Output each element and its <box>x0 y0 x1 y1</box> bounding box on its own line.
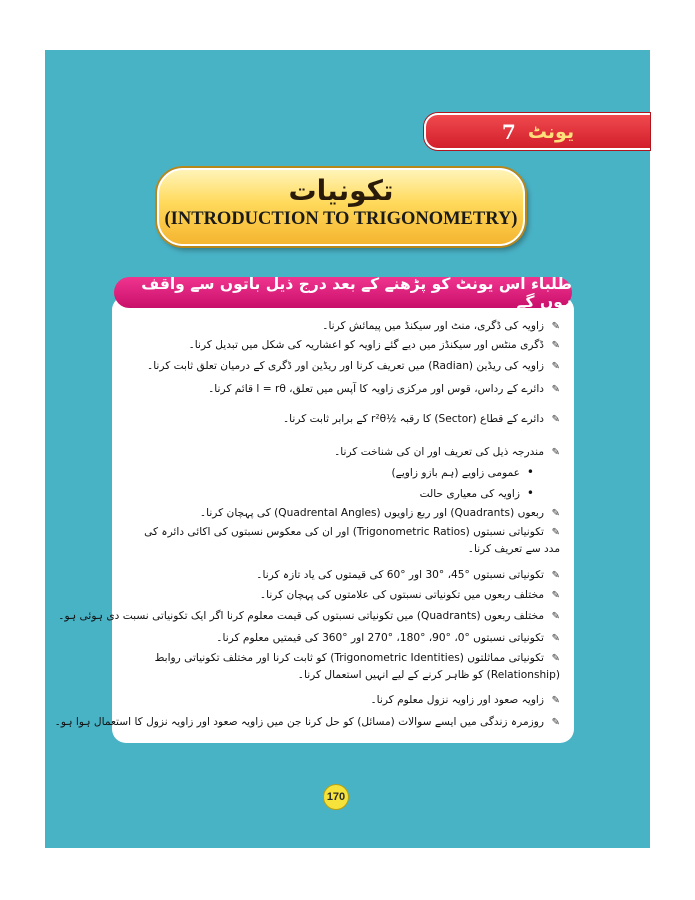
sub-list-item <box>152 464 534 481</box>
page-title-urdu: تکونیات <box>288 174 394 207</box>
pen-bullet-icon: ✎ <box>551 321 560 332</box>
list-item <box>126 358 560 375</box>
unit-tab <box>424 113 650 150</box>
page-title-english: (INTRODUCTION TO TRIGONOMETRY) <box>164 209 518 229</box>
list-item-text: ربعوں (Quadrants) اور ربع زاویوں (Quadrental Angles) کی پہچان کرنا۔ <box>199 507 544 519</box>
pen-bullet-icon: ✎ <box>551 653 560 664</box>
pen-bullet-icon: ✎ <box>551 611 560 622</box>
objectives-header: طلباء اس یونٹ کو پڑھنے کے بعد درج ذیل باتوں سے واقف ہوں گے <box>114 277 572 308</box>
pen-bullet-icon: ✎ <box>551 340 560 351</box>
list-item-text: زاویہ کی ریڈین (Radian) میں تعریف کرنا اور ریڈین اور ڈگری کے درمیان تعلق ثابت کرنا۔ <box>147 360 544 372</box>
list-item <box>126 587 560 604</box>
list-item <box>126 411 560 428</box>
list-item-text: دائرے کے قطاع (Sector) کا رقبہ ½r²θ کے برابر ثابت کرنا۔ <box>282 413 544 425</box>
list-item-text: ڈگری منٹس اور سیکنڈز میں دیے گئے زاویہ کو اعشاریہ کی شکل میں تبدیل کرنا۔ <box>188 339 544 351</box>
list-item <box>126 524 560 557</box>
list-item-text: روزمرہ زندگی میں ایسے سوالات (مسائل) کو حل کرنا جن میں زاویہ صعود اور زاویہ نزول کا استعمال ہوا ہو۔ <box>54 716 544 728</box>
pen-bullet-icon: ✎ <box>551 414 560 425</box>
list-item <box>126 318 560 335</box>
page-number: 170 <box>323 784 349 810</box>
list-item-text: دائرے کے رداس، قوس اور مرکزی زاویہ کا آپس میں تعلق، l = rθ قائم کرنا۔ <box>208 383 544 395</box>
dot-bullet-icon: • <box>526 465 534 479</box>
sub-list-item-text: زاویہ کی معیاری حالت <box>419 488 520 500</box>
list-item <box>58 608 560 625</box>
list-item <box>126 692 560 709</box>
list-item-text: زاویہ کی ڈگری، منٹ اور سیکنڈ میں پیمائش کرنا۔ <box>322 320 544 332</box>
pen-bullet-icon: ✎ <box>551 384 560 395</box>
list-item-text: مندرجہ ذیل کی تعریف اور ان کی شناخت کرنا۔ <box>334 446 544 458</box>
pen-bullet-icon: ✎ <box>551 527 560 538</box>
pen-bullet-icon: ✎ <box>551 717 560 728</box>
list-item <box>126 650 560 683</box>
list-item <box>126 505 560 522</box>
unit-label: یونٹ <box>527 120 575 143</box>
sub-list-item-text: عمومی زاویے (ہم بازو زاویے) <box>391 467 520 479</box>
pen-bullet-icon: ✎ <box>551 695 560 706</box>
list-item <box>126 444 560 461</box>
pen-bullet-icon: ✎ <box>551 590 560 601</box>
dot-bullet-icon: • <box>526 486 534 500</box>
sub-list-item <box>152 485 534 502</box>
list-item-text: زاویہ صعود اور زاویہ نزول معلوم کرنا۔ <box>370 694 544 706</box>
list-item-text: تکونیاتی مماثلتوں (Trigonometric Identities) کو ثابت کرنا اور مختلف تکونیاتی روابط (Relationship) کو ظاہر کرنے کے لیے انہیں استعمال کرنا۔ <box>154 652 560 681</box>
list-item-text: تکونیاتی نسبتوں °0، °90، °180، °270 اور °360 کی قیمتیں معلوم کرنا۔ <box>216 632 544 644</box>
unit-number: 7 <box>501 119 516 144</box>
list-item-text: تکونیاتی نسبتوں (Trigonometric Ratios) اور ان کی معکوس نسبتوں کی اکائی دائرہ کی مدد سے تعریف کرنا۔ <box>144 526 560 555</box>
title-banner <box>157 168 525 246</box>
list-item <box>126 337 560 354</box>
list-item <box>126 567 560 584</box>
list-item-text: مختلف ربعوں میں تکونیاتی نسبتوں کی علامتوں کی پہچان کرنا۔ <box>259 589 544 601</box>
objectives-list <box>54 296 574 743</box>
list-item-text: مختلف ربعوں (Quadrants) میں تکونیاتی نسبتوں کی قیمت معلوم کرنا اگر ایک تکونیاتی نسبت دی ہوئی ہو۔ <box>58 610 544 622</box>
pen-bullet-icon: ✎ <box>551 633 560 644</box>
pen-bullet-icon: ✎ <box>551 508 560 519</box>
list-item <box>54 714 560 731</box>
pen-bullet-icon: ✎ <box>551 361 560 372</box>
pen-bullet-icon: ✎ <box>551 570 560 581</box>
list-item <box>126 381 560 398</box>
pen-bullet-icon: ✎ <box>551 447 560 458</box>
list-item <box>126 630 560 647</box>
list-item-text: تکونیاتی نسبتوں °45، °30 اور °60 کی قیمتوں کی یاد تازہ کرنا۔ <box>256 569 544 581</box>
